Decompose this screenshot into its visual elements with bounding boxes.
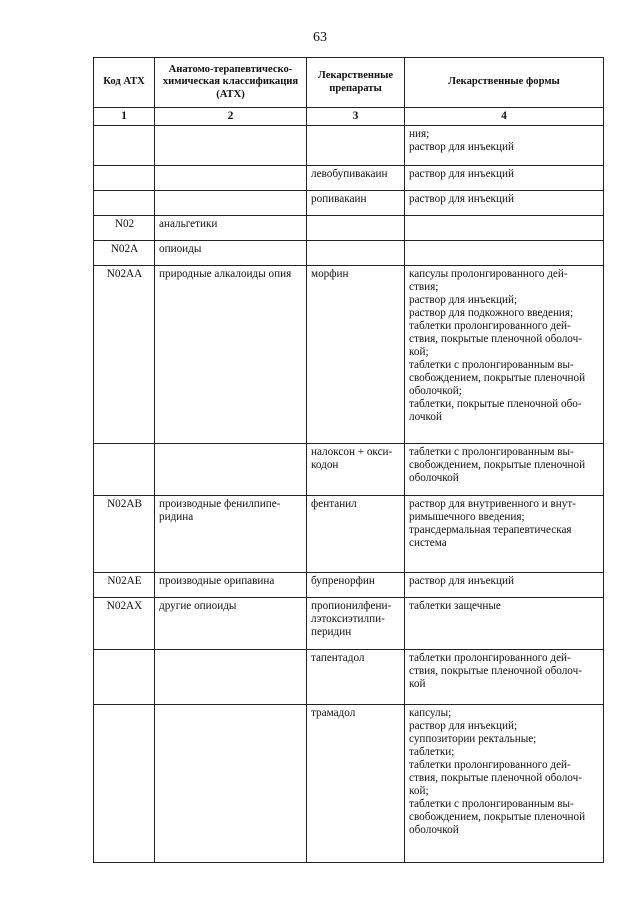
dosage-form-line: таблетки защечные (409, 600, 501, 612)
dosage-form-line: раствор для инъекций; (409, 720, 518, 732)
drug-cell: морфин (307, 266, 405, 444)
table-row (94, 650, 604, 705)
dosage-form-line: таблетки с пролонгированным вы- (409, 798, 574, 810)
table-row (94, 444, 604, 496)
dosage-form-line: ствия; (409, 281, 439, 293)
drug-cell: налоксон + окси-кодон (307, 444, 405, 496)
column-number: 1 (94, 108, 155, 126)
dosage-form-line: трансдермальная терапевтическая (409, 524, 572, 536)
dosage-forms-cell (405, 496, 604, 573)
dosage-form-line: капсулы пролонгированного дей- (409, 268, 568, 280)
table-row (94, 266, 604, 444)
table-row (94, 496, 604, 573)
dosage-form-line: ствия, покрытые пленочной оболоч- (409, 665, 582, 677)
dosage-form-line: раствор для подкожного введения; (409, 307, 574, 319)
dosage-form-line: таблетки пролонгированного дей- (409, 652, 571, 664)
dosage-forms-cell (405, 241, 604, 266)
dosage-form-line: свобождением, покрытые пленочной (409, 811, 586, 823)
drug-cell: бупренорфин (307, 573, 405, 598)
dosage-form-line: раствор для инъекций (409, 141, 514, 153)
column-number: 4 (405, 108, 604, 126)
dosage-form-line: оболочкой (409, 824, 459, 836)
table-row (94, 166, 604, 191)
header-code: Код АТХ (94, 58, 155, 108)
atx-code-cell (94, 444, 155, 496)
drug-cell: фентанил (307, 496, 405, 573)
drug-cell: тапентадол (307, 650, 405, 705)
classification-cell (155, 191, 307, 216)
dosage-forms-cell (405, 191, 604, 216)
classification-cell (155, 166, 307, 191)
atx-code-cell (94, 166, 155, 191)
atx-code-cell: N02A (94, 241, 155, 266)
dosage-form-line: таблетки пролонгированного дей- (409, 759, 571, 771)
dosage-form-line: раствор для инъекций (409, 168, 514, 180)
dosage-form-line: кой (409, 678, 426, 690)
atx-code-cell: N02 (94, 216, 155, 241)
header-forms: Лекарственные формы (405, 58, 604, 108)
classification-cell: анальгетики (155, 216, 307, 241)
dosage-form-line: капсулы; (409, 707, 452, 719)
dosage-form-line: ствия, покрытые пленочной оболоч- (409, 772, 582, 784)
atx-code-cell: N02AE (94, 573, 155, 598)
dosage-form-line: раствор для инъекций (409, 193, 514, 205)
header-drugs: Лекарственные препараты (307, 58, 405, 108)
drug-cell (307, 216, 405, 241)
dosage-form-line: таблетки; (409, 746, 455, 758)
classification-cell: производные орипавина (155, 573, 307, 598)
dosage-forms-cell (405, 444, 604, 496)
dosage-forms-cell (405, 573, 604, 598)
classification-cell (155, 444, 307, 496)
classification-cell (155, 650, 307, 705)
column-number: 3 (307, 108, 405, 126)
table-row (94, 705, 604, 863)
dosage-form-line: лочкой (409, 411, 442, 423)
dosage-form-line: таблетки, покрытые пленочной обо- (409, 398, 582, 410)
dosage-forms-cell (405, 650, 604, 705)
dosage-form-line: таблетки с пролонгированным вы- (409, 359, 574, 371)
dosage-forms-cell (405, 266, 604, 444)
atx-code-cell (94, 191, 155, 216)
classification-cell: производные фенилпипе-ридина (155, 496, 307, 573)
drug-cell: левобупивакаин (307, 166, 405, 191)
drug-cell: трамадол (307, 705, 405, 863)
dosage-form-line: кой; (409, 785, 429, 797)
classification-cell: опиоиды (155, 241, 307, 266)
atx-table (93, 57, 604, 863)
dosage-forms-cell (405, 126, 604, 166)
table-body (94, 126, 604, 863)
dosage-form-line: ния; (409, 128, 430, 140)
page-number: 63 (313, 30, 327, 45)
dosage-form-line: кой; (409, 346, 429, 358)
dosage-forms-cell (405, 705, 604, 863)
atx-code-cell: N02AX (94, 598, 155, 650)
dosage-forms-cell (405, 166, 604, 191)
dosage-form-line: таблетки с пролонгированным вы- (409, 446, 574, 458)
table-row (94, 573, 604, 598)
drug-cell (307, 126, 405, 166)
dosage-form-line: раствор для инъекций; (409, 294, 518, 306)
drug-cell (307, 241, 405, 266)
atx-code-cell (94, 705, 155, 863)
dosage-form-line: римышечного введения; (409, 511, 525, 523)
dosage-form-line: система (409, 537, 447, 549)
table-row (94, 216, 604, 241)
column-number: 2 (155, 108, 307, 126)
dosage-form-line: раствор для внутривенного и внут- (409, 498, 577, 510)
dosage-forms-cell (405, 598, 604, 650)
table-row (94, 191, 604, 216)
table-row (94, 126, 604, 166)
dosage-form-line: свобождением, покрытые пленочной (409, 372, 586, 384)
dosage-form-line: оболочкой; (409, 385, 462, 397)
table-row (94, 241, 604, 266)
dosage-form-line: суппозитории ректальные; (409, 733, 537, 745)
header-classification: Анатомо-терапевтическо-химическая классификация (АТХ) (155, 58, 307, 108)
drug-cell: пропионилфени-лэтоксиэтилпи-перидин (307, 598, 405, 650)
atx-code-cell (94, 650, 155, 705)
classification-cell (155, 705, 307, 863)
dosage-form-line: свобождением, покрытые пленочной (409, 459, 586, 471)
dosage-form-line: таблетки пролонгированного дей- (409, 320, 571, 332)
classification-cell (155, 126, 307, 166)
atx-code-cell (94, 126, 155, 166)
classification-cell: другие опиоиды (155, 598, 307, 650)
classification-cell: природные алкалоиды опия (155, 266, 307, 444)
dosage-form-line: оболочкой (409, 472, 459, 484)
column-number-row (94, 108, 604, 126)
dosage-form-line: ствия, покрытые пленочной оболоч- (409, 333, 582, 345)
table-row (94, 598, 604, 650)
drug-cell: ропивакаин (307, 191, 405, 216)
dosage-form-line: раствор для инъекций (409, 575, 514, 587)
table-header-row (94, 58, 604, 108)
dosage-forms-cell (405, 216, 604, 241)
atx-code-cell: N02AB (94, 496, 155, 573)
atx-code-cell: N02AA (94, 266, 155, 444)
